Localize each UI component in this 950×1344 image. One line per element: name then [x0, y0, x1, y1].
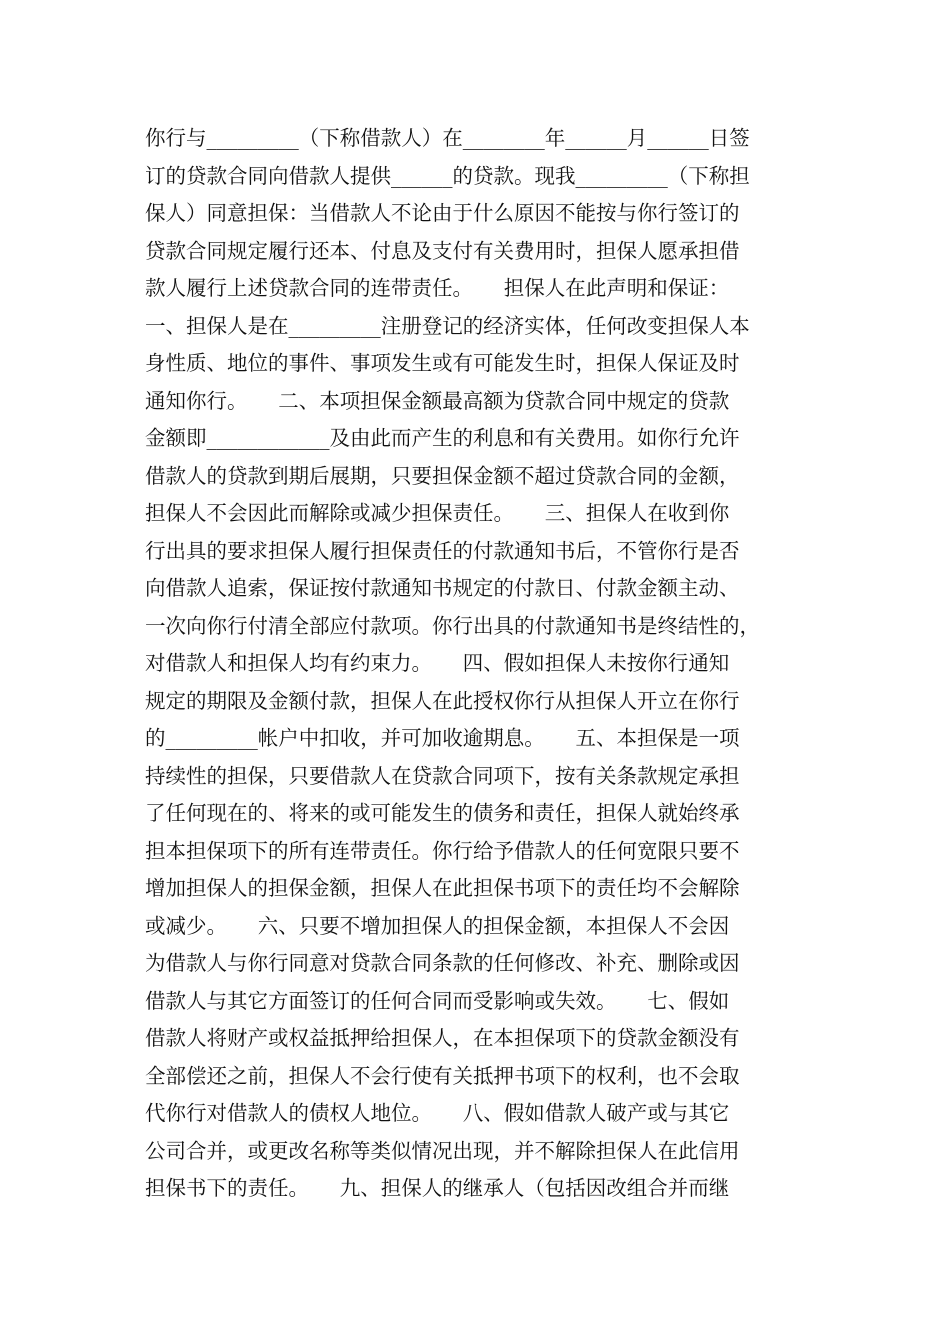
text-line: 增加担保人的担保金额，担保人在此担保书项下的责任均不会解除: [145, 876, 740, 900]
text-line: 通知你行。 二、本项担保金额最高额为贷款合同中规定的贷款: [145, 388, 730, 413]
text-line: 订的贷款合同向借款人提供______的贷款。现我_________（下称担: [145, 163, 750, 188]
text-line: 全部偿还之前，担保人不会行使有关抵押书项下的权利，也不会取: [145, 1063, 740, 1088]
text-line: 身性质、地位的事件、事项发生或有可能发生时，担保人保证及时: [145, 351, 740, 375]
text-line: 保人）同意担保：当借款人不论由于什么原因不能按与你行签订的: [145, 201, 740, 225]
text-line: 你行与_________（下称借款人）在________年______月______日签: [145, 126, 750, 150]
text-line: 一次向你行付清全部应付款项。你行出具的付款通知书是终结性的，: [145, 613, 760, 638]
text-line: 为借款人与你行同意对贷款合同条款的任何修改、补充、删除或因: [145, 951, 740, 975]
text-line: 款人履行上述贷款合同的连带责任。 担保人在此声明和保证：: [145, 276, 730, 300]
text-line: 了任何现在的、将来的或可能发生的债务和责任，担保人就始终承: [145, 801, 740, 825]
text-line: 借款人与其它方面签订的任何合同而受影响或失效。 七、假如: [145, 988, 730, 1013]
text-line: 借款人的贷款到期后展期，只要担保金额不超过贷款合同的金额，: [145, 463, 740, 488]
text-line: 贷款合同规定履行还本、付息及支付有关费用时，担保人愿承担借: [145, 238, 740, 263]
text-line: 的_________帐户中扣收，并可加收逾期息。 五、本担保是一项: [145, 726, 740, 750]
text-line: 借款人将财产或权益抵押给担保人，在本担保项下的贷款金额没有: [145, 1026, 740, 1050]
guarantee-letter-body: [145, 120, 807, 1208]
text-line: 持续性的担保，只要借款人在贷款合同项下，按有关条款规定承担: [145, 763, 740, 788]
text-line: 代你行对借款人的债权人地位。 八、假如借款人破产或与其它: [145, 1101, 730, 1125]
text-line: 规定的期限及金额付款，担保人在此授权你行从担保人开立在你行: [145, 688, 740, 713]
text-line: 担保人不会因此而解除或减少担保责任。 三、担保人在收到你: [145, 501, 730, 525]
text-line: 或减少。 六、只要不增加担保人的担保金额，本担保人不会因: [145, 913, 730, 938]
text-line: 对借款人和担保人均有约束力。 四、假如担保人未按你行通知: [145, 651, 730, 675]
text-line: 行出具的要求担保人履行担保责任的付款通知书后，不管你行是否: [145, 538, 740, 563]
text-line: 金额即____________及由此而产生的利息和有关费用。如你行允许: [145, 426, 740, 450]
text-line: 向借款人追索，保证按付款通知书规定的付款日、付款金额主动、: [145, 576, 740, 600]
text-line: 担保书下的责任。 九、担保人的继承人（包括因改组合并而继: [145, 1176, 730, 1200]
text-line: 公司合并，或更改名称等类似情况出现，并不解除担保人在此信用: [145, 1138, 740, 1163]
text-line: 一、担保人是在_________注册登记的经济实体，任何改变担保人本: [145, 313, 750, 338]
text-line: 担本担保项下的所有连带责任。你行给予借款人的任何宽限只要不: [145, 838, 740, 863]
